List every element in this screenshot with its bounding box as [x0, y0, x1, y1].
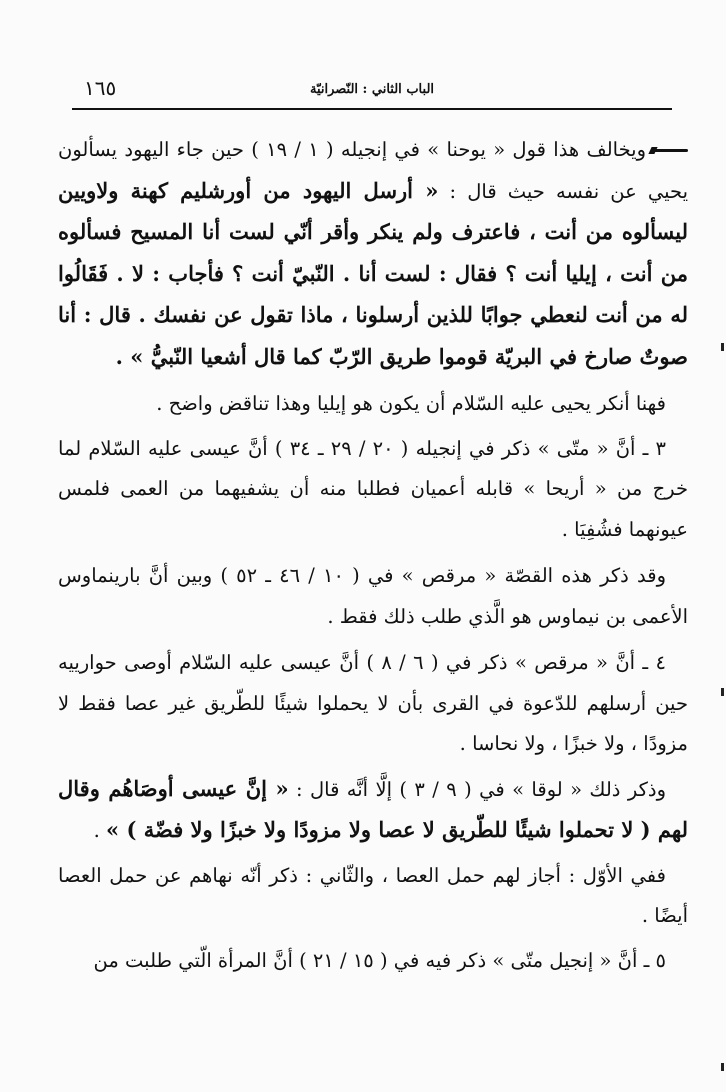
paragraph-6	[58, 769, 688, 852]
text-run: ٤ ـ أنَّ « مرقص » ذكر في ( ٦ / ٨ ) أنَّ عيسى عليه السّلام أوصى حوارييه حين أرسلهم للدّعوة في القرى بأن لا يحملوا شيئًا للطّريق غير عصا فقط لا مزودًا ، ولا خبزًا ، ولا نحاسا .	[58, 651, 688, 755]
running-head: الباب الثاني : النّصرانيّة	[309, 82, 435, 97]
page-body	[58, 130, 688, 981]
paragraph-7	[58, 856, 688, 937]
text-run: .	[93, 819, 107, 842]
bold-quote: « أرسل اليهود من أورشليم كهنة ولاويين ليسألوه من أنت ، فاعترف ولم ينكر وأقر أنّي لست أنا المسيح فسألوه من أنت ، إيليا أنت ؟ فقال : لست أنا . النّبيّ أنت ؟ فأجاب : لا . فَقَالُوا له من أنت لنعطي جوابًا للذين أرسلونا ، ماذا تقول عن نفسك . قال : أنا صوتٌ صارخ في البريّة قوموا طريق الرّبّ كما قال أشعيا النّبيُّ » .	[58, 177, 688, 369]
page-header	[72, 76, 672, 104]
page-number: ١٦٥	[84, 76, 117, 100]
text-run: فهنا أنكر يحيى عليه السّلام أن يكون هو إيليا وهذا تناقض واضح .	[156, 392, 666, 415]
paragraph-4	[58, 556, 688, 637]
text-run: ويخالف هذا قول « يوحنا » في إنجيله ( ١ / ١٩ ) حين جاء اليهود يسألون يحيي عن نفسه حيث قال :	[58, 138, 688, 203]
scan-mark	[721, 1063, 724, 1071]
paragraph-8	[58, 941, 688, 982]
text-run: ٣ ـ أنَّ « متّى » ذكر في إنجيله ( ٢٠ / ٢٩ ـ ٣٤ ) أنَّ عيسى عليه السّلام لما خرج من « أريحا » قابله أعميان فطلبا منه أن يشفيهما من العمى فلمس عيونهما فشُفِيَا .	[58, 436, 688, 541]
text-run: وقد ذكر هذه القصّة « مرقص » في ( ١٠ / ٤٦ ـ ٥٢ ) وبين أنَّ بارينماوس الأعمى بن نيماوس هو الَّذي طلب ذلك فقط .	[58, 564, 688, 628]
text-run: وذكر ذلك « لوقا » في ( ٩ / ٣ ) إلَّا أنَّه قال :	[288, 777, 667, 801]
paragraph-1	[58, 130, 688, 378]
paragraph-2	[58, 384, 688, 425]
paragraph-ornament-icon	[654, 147, 688, 154]
header-rule	[72, 108, 672, 110]
bold-quote: « إنَّ عيسى أوصَاهُم وقال لهم ( لا تحملوا شيئًا للطّريق لا عصا ولا مزودًا ولا خبزًا ولا فضّة ) »	[58, 775, 688, 842]
paragraph-3	[58, 429, 688, 551]
paragraph-5	[58, 643, 688, 765]
scan-mark	[721, 343, 724, 351]
text-run: ٥ ـ أنَّ « إنجيل متّى » ذكر فيه في ( ١٥ / ٢١ ) أنَّ المرأة الّتي طلبت من	[93, 948, 666, 972]
scan-mark	[721, 688, 724, 696]
text-run: ففي الأوّل : أجاز لهم حمل العصا ، والثّاني : ذكر أنّه نهاهم عن حمل العصا أيضًا .	[58, 863, 688, 927]
